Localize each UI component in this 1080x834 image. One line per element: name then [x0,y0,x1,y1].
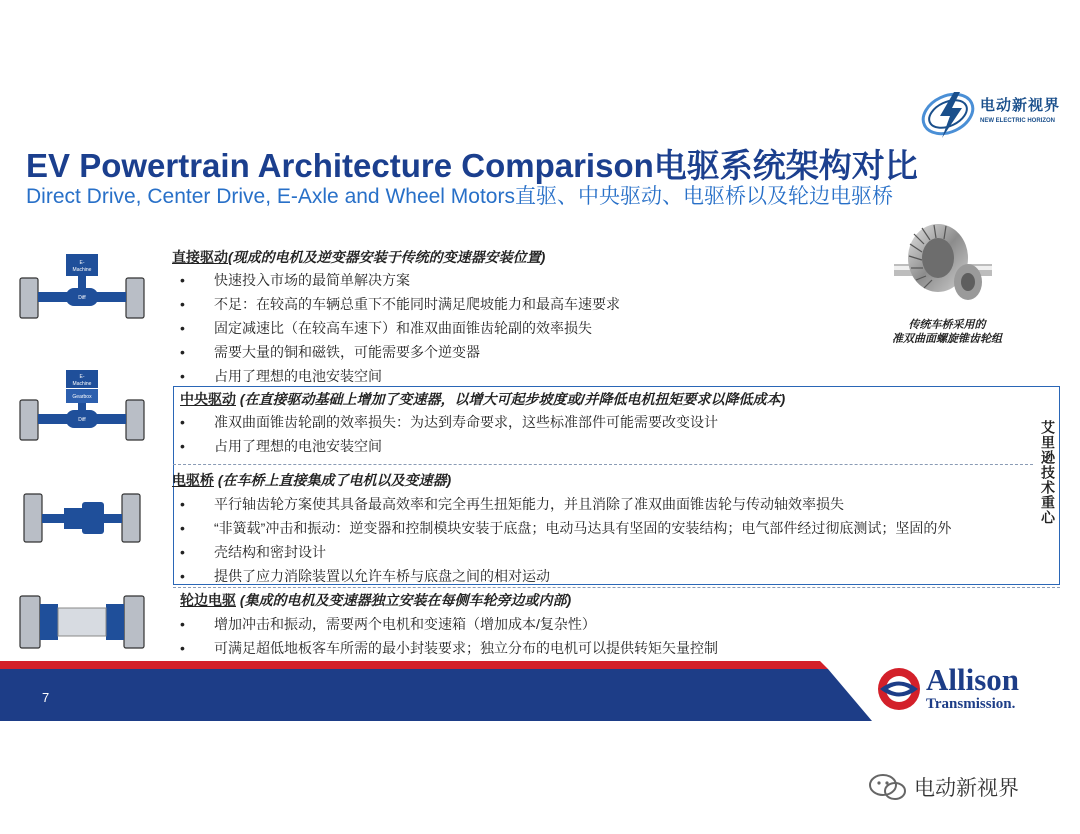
slide-subtitle: Direct Drive, Center Drive, E-Axle and Wheel Motors直驱、中央驱动、电驱桥以及轮边电驱桥 [26,185,893,208]
allison-wordmark: Allison [926,662,1020,697]
bullet-item: • 准双曲面锥齿轮副的效率损失：为达到寿命要求，这些标准部件可能需要改变设计 [180,410,718,434]
section-bullets [180,612,718,660]
hypoid-gear-image [894,220,992,316]
brand-logo [918,88,1078,140]
allison-emblem-icon [876,666,922,712]
section-desc: (集成的电机及变速器独立安装在每侧车轮旁边或内部) [239,592,572,608]
e-axle-diagram [18,490,148,546]
wechat-watermark [862,766,1062,806]
section-desc: (在车桥上直接集成了电机以及变速器) [217,472,452,488]
section-desc: (在直接驱动基础上增加了变速器，以增大可起步坡度或/并降低电机扭矩要求以降低成本) [239,391,786,407]
section-heading [172,470,451,490]
wheel-motor-diagram [18,592,148,652]
gear-caption-line: 传统车桥采用的 [908,319,986,331]
section-heading [172,247,545,267]
gearbox-label: Gearbox [72,394,92,400]
bullet-item: • 占用了理想的电池安装空间 [180,434,718,458]
bullet-item: • 需要大量的铜和磁铁，可能需要多个逆变器 [180,340,620,364]
gear-caption [872,318,1022,346]
section-heading [180,590,571,610]
bullet-item: • 壳结构和密封设计 [180,540,951,564]
bullet-item: • 增加冲击和振动，需要两个电机和变速箱（增加成本/复杂性） [180,612,718,636]
bullet-item: • 占用了理想的电池安装空间 [180,364,620,388]
section-name: 轮边电驱 [180,592,236,608]
bullet-item: • 固定减速比（在较高车速下）和准双曲面锥齿轮副的效率损失 [180,316,620,340]
section-bullets [180,492,951,588]
section-name: 电驱桥 [172,472,214,488]
gear-caption-line: 准双曲面螺旋锥齿轮组 [892,333,1002,345]
bullet-item: • 可满足超低地板客车所需的最小封装要求；独立分布的电机可以提供转矩矢量控制 [180,636,718,660]
bullet-item: • 平行轴齿轮方案使其具备最高效率和完全再生扭矩能力，并且消除了准双曲面锥齿轮与传动轴效率损失 [180,492,951,516]
section-desc: (现成的电机及逆变器安装于传统的变速器安装位置) [228,249,546,265]
allison-logo [872,660,1072,722]
emachine-label: Machine [72,267,92,273]
section-divider [173,464,1033,465]
center-drive-diagram [18,368,148,444]
section-name: 直接驱动 [172,249,228,265]
emachine-label: Machine [72,381,92,387]
bullet-item: • 快速投入市场的最简单解决方案 [180,268,620,292]
section-name: 中央驱动 [180,391,236,407]
emachine-label: E- [79,374,85,380]
allison-wordmark-sub: Transmission. [926,696,1016,712]
allison-focus-label: 艾里逊技术重心 [1040,420,1056,525]
lightning-swirl-icon [918,88,984,140]
bullet-item: • 不足：在较高的车辆总重下不能同时满足爬坡能力和最高车速要求 [180,292,620,316]
section-bullets [180,268,620,388]
section-bullets [180,410,718,458]
bullet-item: • “非簧载”冲击和振动：逆变器和控制模块安装于底盘；电动马达具有坚固的安装结构；电气部件经过彻底测试；坚固的外 [180,516,951,540]
slide-title: EV Powertrain Architecture Comparison电驱系统架构对比 [26,147,918,184]
diff-label: Diff [78,417,86,423]
brand-name-en: NEW ELECTRIC HORIZON [980,118,1055,124]
section-heading [180,389,785,409]
wechat-icon [868,772,908,802]
brand-name-cn: 电动新视界 [980,97,1061,114]
emachine-label: E- [79,260,85,266]
bullet-item: • 提供了应力消除装置以允许车桥与底盘之间的相对运动 [180,564,951,588]
page-number: 7 [42,690,50,705]
diff-label: Diff [78,295,86,301]
watermark-text: 电动新视界 [914,777,1019,800]
direct-drive-diagram [18,250,148,322]
